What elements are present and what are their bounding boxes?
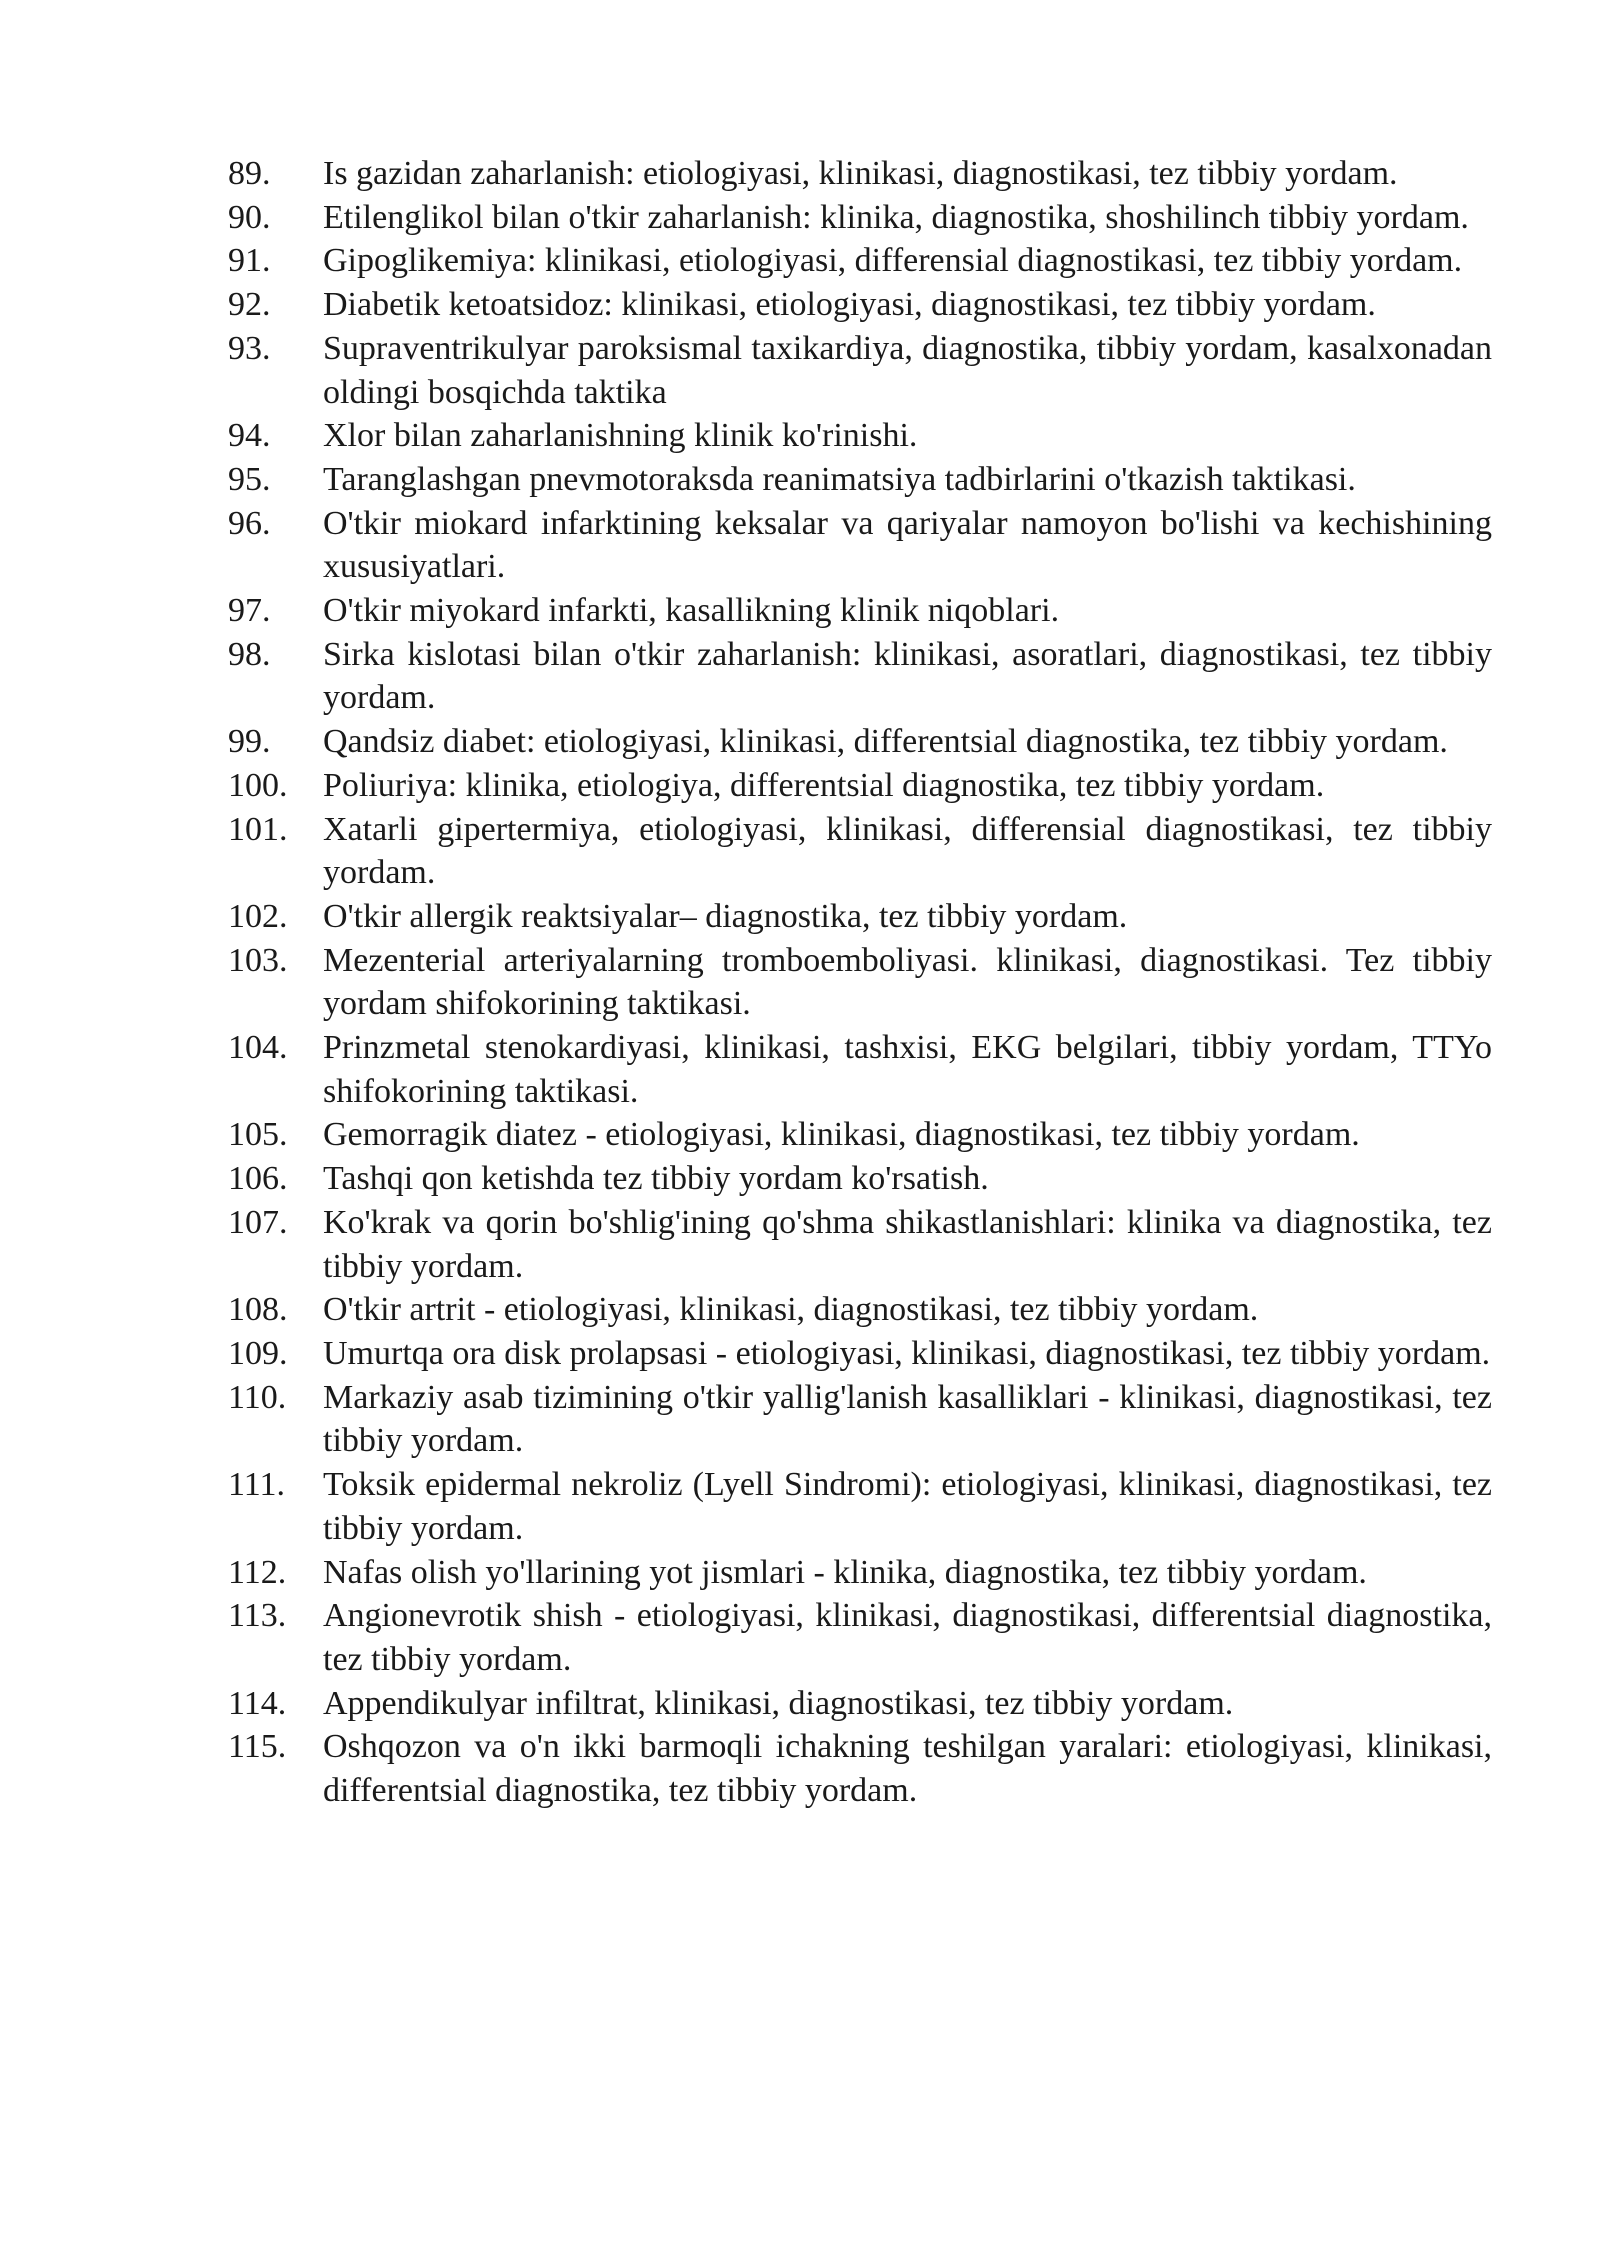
item-number: 95.: [228, 460, 271, 498]
item-number: 106.: [228, 1160, 288, 1198]
list-item: [228, 152, 1492, 196]
list-item: [228, 502, 1492, 589]
item-number: 91.: [228, 242, 271, 280]
item-number: 104.: [228, 1029, 288, 1067]
item-number: 112.: [228, 1553, 287, 1591]
list-item: [228, 1551, 1492, 1595]
list-item: [228, 939, 1492, 1026]
item-number: 93.: [228, 329, 271, 367]
list-item: [228, 1157, 1492, 1201]
list-item: [228, 1332, 1492, 1376]
item-text: Gemorragik diatez - etiologiyasi, klinikasi, diagnostikasi, tez tibbiy yordam.: [323, 1116, 1360, 1154]
item-text: Oshqozon va o'n ikki barmoqli ichakning teshilgan yaralari: etiologiyasi, klinikasi, differentsial diagnostika, tez tibbiy yordam.: [323, 1728, 1492, 1810]
item-text: Tashqi qon ketishda tez tibbiy yordam ko'rsatish.: [323, 1160, 989, 1198]
list-item: [228, 1288, 1492, 1332]
item-text: O'tkir allergik reaktsiyalar– diagnostika, tez tibbiy yordam.: [323, 897, 1128, 935]
item-text: Gipoglikemiya: klinikasi, etiologiyasi, differensial diagnostikasi, tez tibbiy yordam.: [323, 242, 1463, 280]
question-list: [228, 152, 1492, 1813]
list-item: [228, 895, 1492, 939]
item-text: O'tkir miokard infarktining keksalar va qariyalar namoyon bo'lishi va kechishining xususiyatlari.: [323, 504, 1492, 586]
item-text: Angionevrotik shish - etiologiyasi, klinikasi, diagnostikasi, differentsial diagnostika, tez tibbiy yordam.: [323, 1597, 1492, 1678]
item-number: 94.: [228, 417, 271, 455]
item-number: 114.: [228, 1684, 287, 1722]
item-text: O'tkir miyokard infarkti, kasallikning klinik niqoblari.: [323, 592, 1060, 630]
item-text: Nafas olish yo'llarining yot jismlari - klinika, diagnostika, tez tibbiy yordam.: [323, 1553, 1367, 1591]
list-item: [228, 1463, 1492, 1550]
item-text: Supraventrikulyar paroksismal taxikardiya, diagnostika, tibbiy yordam, kasalxonadan oldingi bosqichda taktika: [323, 329, 1492, 411]
item-text: Toksik epidermal nekroliz (Lyell Sindromi): etiologiyasi, klinikasi, diagnostikasi, tez tibbiy yordam.: [323, 1466, 1492, 1547]
item-number: 113.: [228, 1597, 287, 1635]
item-number: 103.: [228, 941, 288, 979]
item-number: 105.: [228, 1116, 288, 1154]
list-item: [228, 239, 1492, 283]
item-number: 102.: [228, 897, 288, 935]
item-number: 89.: [228, 155, 271, 192]
item-text: Umurtqa ora disk prolapsasi - etiologiyasi, klinikasi, diagnostikasi, tez tibbiy yordam.: [323, 1334, 1491, 1372]
list-item: [228, 1594, 1492, 1681]
list-item: [228, 1376, 1492, 1463]
list-item: [228, 1026, 1492, 1113]
list-item: [228, 1725, 1492, 1812]
list-item: [228, 414, 1492, 458]
list-item: [228, 458, 1492, 502]
item-number: 109.: [228, 1334, 288, 1372]
item-text: O'tkir artrit - etiologiyasi, klinikasi, diagnostikasi, tez tibbiy yordam.: [323, 1291, 1259, 1329]
item-text: Is gazidan zaharlanish: etiologiyasi, klinikasi, diagnostikasi, tez tibbiy yordam.: [323, 155, 1398, 192]
item-number: 111.: [228, 1466, 285, 1504]
list-item: [228, 327, 1492, 414]
item-text: Diabetik ketoatsidoz: klinikasi, etiologiyasi, diagnostikasi, tez tibbiy yordam.: [323, 286, 1376, 324]
item-number: 100.: [228, 766, 288, 804]
item-text: Sirka kislotasi bilan o'tkir zaharlanish: klinikasi, asoratlari, diagnostikasi, tez tibbiy yordam.: [323, 635, 1492, 717]
item-number: 92.: [228, 286, 271, 324]
item-number: 99.: [228, 723, 271, 761]
item-number: 90.: [228, 198, 271, 236]
item-number: 98.: [228, 635, 271, 673]
item-number: 115.: [228, 1728, 287, 1766]
item-text: Qandsiz diabet: etiologiyasi, klinikasi, differentsial diagnostika, tez tibbiy yordam.: [323, 723, 1448, 761]
item-text: Mezenterial arteriyalarning tromboemboliyasi. klinikasi, diagnostikasi. Tez tibbiy yordam shifokorining taktikasi.: [323, 941, 1492, 1023]
item-number: 108.: [228, 1291, 288, 1329]
list-item: [228, 720, 1492, 764]
list-item: [228, 589, 1492, 633]
list-item: [228, 1113, 1492, 1157]
item-text: Taranglashgan pnevmotoraksda reanimatsiya tadbirlarini o'tkazish taktikasi.: [323, 460, 1356, 498]
list-item: [228, 808, 1492, 895]
item-text: Markaziy asab tizimining o'tkir yallig'lanish kasalliklari - klinikasi, diagnostikasi, tez tibbiy yordam.: [323, 1378, 1492, 1460]
item-text: Appendikulyar infiltrat, klinikasi, diagnostikasi, tez tibbiy yordam.: [323, 1684, 1234, 1722]
list-item: [228, 764, 1492, 808]
item-text: Ko'krak va qorin bo'shlig'ining qo'shma shikastlanishlari: klinika va diagnostika, tez tibbiy yordam.: [323, 1203, 1492, 1285]
list-item: [228, 196, 1492, 240]
item-number: 96.: [228, 504, 271, 542]
item-number: 107.: [228, 1203, 288, 1241]
item-number: 110.: [228, 1378, 287, 1416]
item-text: Xatarli gipertermiya, etiologiyasi, klinikasi, differensial diagnostikasi, tez tibbiy yordam.: [323, 810, 1492, 892]
list-item: [228, 1201, 1492, 1288]
list-item: [228, 1682, 1492, 1726]
list-item: [228, 633, 1492, 720]
item-text: Xlor bilan zaharlanishning klinik ko'rinishi.: [323, 417, 918, 455]
item-text: Poliuriya: klinika, etiologiya, differentsial diagnostika, tez tibbiy yordam.: [323, 766, 1325, 804]
list-item: [228, 283, 1492, 327]
item-number: 97.: [228, 592, 271, 630]
item-text: Etilenglikol bilan o'tkir zaharlanish: klinika, diagnostika, shoshilinch tibbiy yordam.: [323, 198, 1469, 236]
item-text: Prinzmetal stenokardiyasi, klinikasi, tashxisi, EKG belgilari, tibbiy yordam, TTYo shifokorining taktikasi.: [323, 1029, 1492, 1110]
item-number: 101.: [228, 810, 288, 848]
